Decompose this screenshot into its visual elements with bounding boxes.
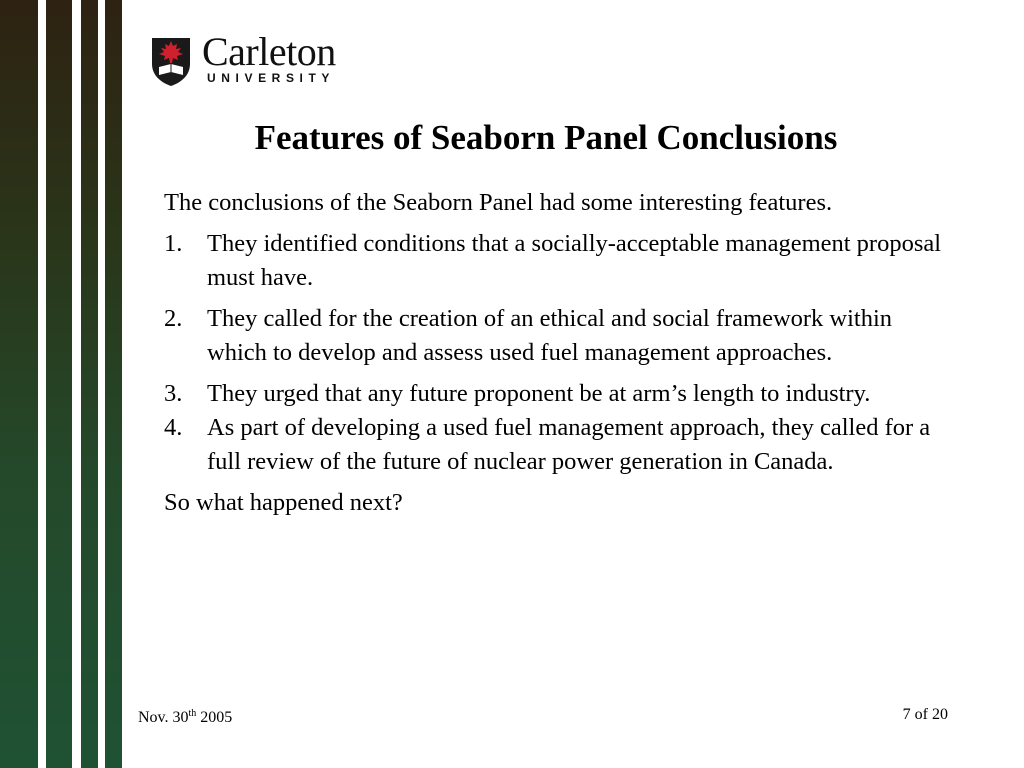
logo-subword: UNIVERSITY: [207, 71, 336, 85]
list-item-text: They called for the creation of an ethical and social framework within which to develop and assess used fuel management approaches.: [207, 305, 893, 366]
date-ordinal: th: [188, 708, 197, 719]
slide-body: [164, 186, 954, 520]
list-item: [164, 377, 954, 411]
closing-question: So what happened next?: [164, 489, 403, 516]
date-year: 2005: [196, 709, 233, 726]
list-item: [164, 302, 954, 370]
list-item-number: 2.: [164, 305, 183, 332]
conclusions-list: [164, 227, 954, 479]
list-item-text: They identified conditions that a socially-acceptable management proposal must have.: [207, 230, 942, 291]
stripe-gap: [38, 0, 46, 768]
shield-icon: [150, 34, 192, 86]
stripe-gap: [98, 0, 105, 768]
list-item: [164, 411, 954, 479]
list-item: [164, 227, 954, 295]
footer-date: [138, 708, 232, 727]
date-main: Nov. 30: [138, 709, 189, 726]
decorative-stripes: [0, 0, 122, 768]
list-item-text: They urged that any future proponent be at arm’s length to industry.: [207, 380, 871, 407]
list-item-number: 1.: [164, 230, 183, 257]
list-item-number: 4.: [164, 414, 183, 441]
intro-paragraph: The conclusions of the Seaborn Panel had some interesting features.: [164, 189, 833, 216]
page-number: 7 of 20: [902, 706, 948, 723]
list-item-number: 3.: [164, 380, 183, 407]
list-item-text: As part of developing a used fuel management approach, they called for a full review of the future of nuclear power generation in Canada.: [207, 414, 931, 475]
carleton-logo: [150, 29, 360, 90]
slide-title: Features of Seaborn Panel Conclusions: [254, 118, 838, 157]
logo-wordmark: Carleton: [202, 29, 336, 74]
stripe-gap: [72, 0, 81, 768]
